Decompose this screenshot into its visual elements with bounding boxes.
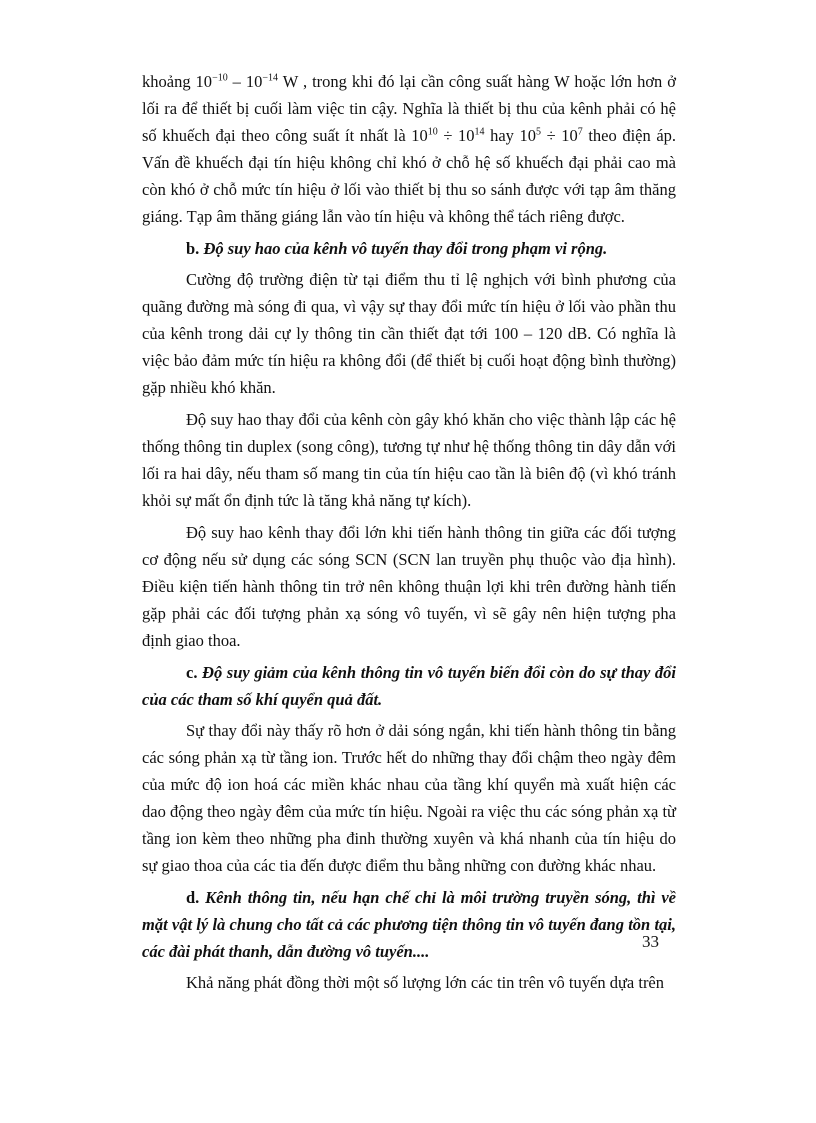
paragraph-power-gain bbox=[142, 68, 676, 230]
exponent: 7 bbox=[577, 126, 583, 138]
heading-text: Kênh thông tin, nếu hạn chế chỉ là môi trường truyền sóng, thì về mặt vật lý là chung cho tất cả các phương tiện thông tin vô tuyến đang tồn tại, các đài phát thanh, dẫn đường vô tuyến.... bbox=[142, 888, 676, 961]
text-run: W , trong khi đó lại cần công suất hàng W hoặc lớn hơn ở lối ra để thiết bị cuối làm việc tin cậy. Nghĩa là thiết bị thu của kênh phải có hệ số khuếch đại theo công suất ít nhất là 10 bbox=[142, 72, 677, 145]
section-heading-b bbox=[142, 235, 676, 262]
paragraph-duplex: Độ suy hao thay đổi của kênh còn gây khó khăn cho việc thành lập các hệ thống thông tin duplex (song công), tương tự như hệ thống thông tin dây dẫn với lối ra hai dây, nếu tham số mang tin của tín hiệu cao tần là biên độ (vì khó tránh khỏi sự mất ổn định tức là tăng khả năng tự kích). bbox=[142, 410, 676, 510]
paragraph-mobile-objects: Độ suy hao kênh thay đổi lớn khi tiến hành thông tin giữa các đối tượng cơ động nếu sử dụng các sóng SCN (SCN lan truyền phụ thuộc vào địa hình). Điều kiện tiến hành thông tin trở nên không thuận lợi khi trên đường hành tiến gặp phải các đối tượng phản xạ sóng vô tuyến, vì sẽ gây nên hiện tượng pha định giao thoa. bbox=[142, 523, 676, 650]
text-run: hay 10 bbox=[484, 126, 537, 145]
text-run: khoảng 10 bbox=[142, 72, 213, 91]
page-body bbox=[142, 68, 676, 996]
heading-marker: c. bbox=[186, 663, 198, 682]
exponent: 14 bbox=[474, 126, 485, 138]
text-run: ÷ 10 bbox=[437, 126, 475, 145]
section-heading-c bbox=[142, 659, 676, 713]
heading-marker: b. bbox=[186, 239, 200, 258]
text-run: ÷ 10 bbox=[541, 126, 578, 145]
paragraph-ionosphere: Sự thay đổi này thấy rõ hơn ở dải sóng ngắn, khi tiến hành thông tin bằng các sóng phản xạ từ tầng ion. Trước hết do những thay đổi chậm theo ngày đêm của mức độ ion hoá các miền khác nhau của tầng khí quyển mà xuất hiện các dao động theo ngày đêm của mức tín hiệu. Ngoài ra việc thu các sóng phản xạ từ tầng ion kèm theo những pha đinh thường xuyên và khá nhanh của tín hiệu do sự giao thoa của các tia đến được điểm thu bằng những con đường khác nhau. bbox=[142, 721, 676, 875]
heading-text: Độ suy hao của kênh vô tuyến thay đổi trong phạm vi rộng. bbox=[199, 239, 608, 258]
paragraph-broadcast: Khả năng phát đồng thời một số lượng lớn các tin trên vô tuyến dựa trên bbox=[186, 973, 665, 992]
text-run: – 10 bbox=[227, 72, 263, 91]
exponent: 5 bbox=[536, 126, 542, 138]
heading-text: Độ suy giảm của kênh thông tin vô tuyến biến đổi còn do sự thay đổi của các tham số khí quyển quả đất. bbox=[142, 663, 676, 709]
page-number: 33 bbox=[642, 932, 659, 951]
section-heading-d bbox=[142, 884, 676, 965]
exponent: −10 bbox=[212, 72, 228, 84]
exponent: −14 bbox=[262, 72, 279, 84]
paragraph-field-strength: Cường độ trường điện từ tại điểm thu tỉ lệ nghịch với bình phương của quãng đường mà sóng đi qua, vì vậy sự thay đổi mức tín hiệu ở lối vào phần thu của kênh trong dải cự ly thông tin cần thiết đạt tới 100 – 120 dB. Có nghĩa là việc bảo đảm mức tín hiệu ra không đổi (để thiết bị cuối hoạt động bình thường) gặp nhiều khó khăn. bbox=[142, 270, 676, 397]
heading-marker: d. bbox=[186, 888, 200, 907]
exponent: 10 bbox=[427, 126, 438, 138]
text-run: theo điện áp. Vấn đề khuếch đại tín hiệu không chỉ khó ở chỗ hệ số khuếch đại phải cao mà còn khó ở chỗ mức tín hiệu ở lối vào thiết bị thu so sánh được với tạp âm thăng giáng. Tạp âm thăng giáng lẫn vào tín hiệu và không thể tách riêng được. bbox=[142, 126, 677, 226]
